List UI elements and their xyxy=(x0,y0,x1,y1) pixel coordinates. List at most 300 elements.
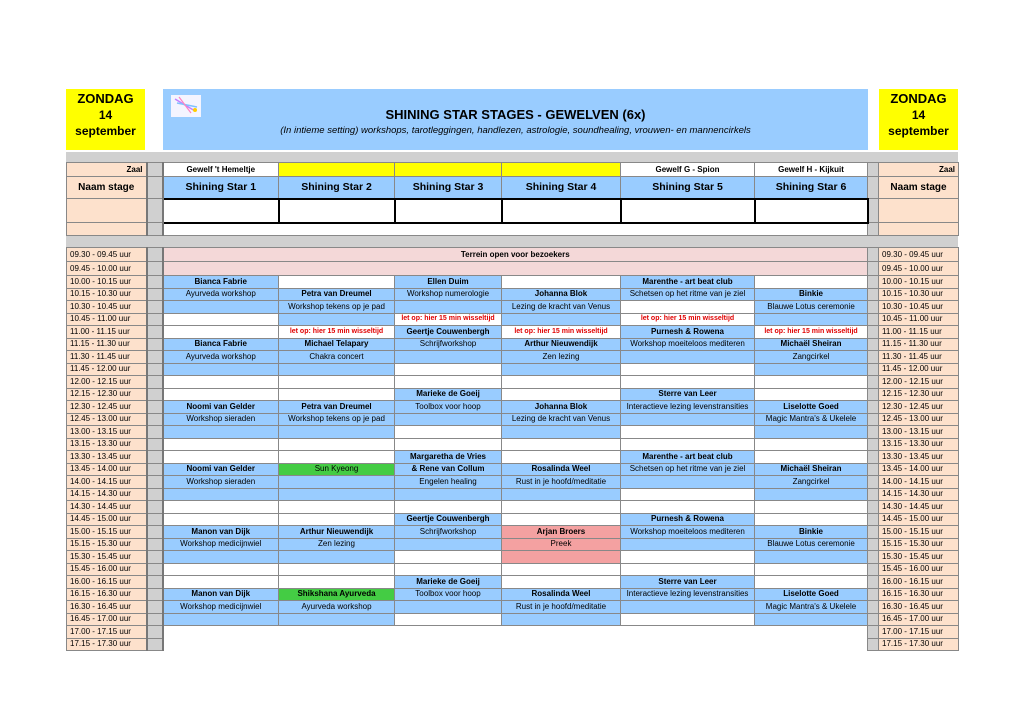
session-cell: Sterre van Leer xyxy=(621,576,755,589)
empty-slot xyxy=(502,513,621,526)
time-slot-right: 17.15 - 17.30 uur xyxy=(879,638,959,651)
empty-slot xyxy=(621,488,755,501)
time-slot-right: 11.30 - 11.45 uur xyxy=(879,351,959,364)
time-slot-right: 15.00 - 15.15 uur xyxy=(879,526,959,539)
time-slot-right: 16.30 - 16.45 uur xyxy=(879,601,959,614)
session-cell: Chakra concert xyxy=(279,351,395,364)
empty-slot xyxy=(395,551,502,564)
blank-cell xyxy=(621,199,755,223)
month-label: september xyxy=(75,124,136,138)
zaal-5: Gewelf G - Spion xyxy=(621,163,755,177)
separator xyxy=(868,223,879,236)
time-slot: 13.15 - 13.30 uur xyxy=(67,438,147,451)
session-cell: Ellen Duim xyxy=(395,276,502,289)
session-cell: Sterre van Leer xyxy=(621,388,755,401)
empty-slot xyxy=(163,501,279,514)
session-cell: Johanna Blok xyxy=(502,288,621,301)
schedule-row xyxy=(67,526,959,539)
separator xyxy=(147,626,163,639)
time-slot-right: 12.15 - 12.30 uur xyxy=(879,388,959,401)
stage-5: Shining Star 5 xyxy=(621,177,755,199)
empty-slot xyxy=(163,438,279,451)
time-slot-right: 15.30 - 15.45 uur xyxy=(879,551,959,564)
empty-slot xyxy=(279,426,395,439)
separator xyxy=(868,638,879,651)
session-cell: Geertje Couwenbergh xyxy=(395,513,502,526)
time-slot-right: 10.45 - 11.00 uur xyxy=(879,313,959,326)
session-cell: Binkie xyxy=(755,526,868,539)
empty-slot xyxy=(279,276,395,289)
schedule-row xyxy=(67,576,959,589)
time-slot-right: 12.30 - 12.45 uur xyxy=(879,401,959,414)
empty-slot xyxy=(502,451,621,464)
empty-slot xyxy=(395,376,502,389)
separator xyxy=(868,401,879,414)
empty-slot xyxy=(163,262,868,276)
empty-slot xyxy=(621,413,755,426)
empty-slot xyxy=(621,363,755,376)
session-cell: Workshop moeiteloos mediteren xyxy=(621,338,755,351)
session-cell: Purnesh & Rowena xyxy=(621,326,755,339)
session-cell: Binkie xyxy=(755,288,868,301)
separator xyxy=(868,588,879,601)
date-number: 14 xyxy=(98,108,113,122)
time-slot: 16.00 - 16.15 uur xyxy=(67,576,147,589)
session-cell: Schrijfworkshop xyxy=(395,338,502,351)
separator xyxy=(147,438,163,451)
time-slot-right: 13.45 - 14.00 uur xyxy=(879,463,959,476)
session-cell: Workshop tekens op je pad xyxy=(279,413,395,426)
schedule-row xyxy=(67,262,959,276)
schedule-divider xyxy=(66,236,958,247)
separator xyxy=(868,601,879,614)
month-label-right: september xyxy=(888,124,949,138)
separator xyxy=(868,363,879,376)
separator xyxy=(147,576,163,589)
empty-slot xyxy=(163,426,279,439)
session-cell: let op: hier 15 min wisseltijd xyxy=(395,313,502,326)
time-slot-right: 13.15 - 13.30 uur xyxy=(879,438,959,451)
session-cell: Liselotte Goed xyxy=(755,588,868,601)
empty-slot xyxy=(621,426,755,439)
schedule-row xyxy=(67,388,959,401)
separator xyxy=(147,426,163,439)
session-cell: Workshop tekens op je pad xyxy=(279,301,395,314)
empty-slot xyxy=(755,426,868,439)
empty-slot xyxy=(621,551,755,564)
session-cell: Noomi van Gelder xyxy=(163,401,279,414)
blank-cell xyxy=(879,223,959,236)
session-cell: & Rene van Collum xyxy=(395,463,502,476)
schedule-row xyxy=(67,351,959,364)
time-slot: 10.15 - 10.30 uur xyxy=(67,288,147,301)
time-slot-right: 17.00 - 17.15 uur xyxy=(879,626,959,639)
empty-slot xyxy=(502,563,621,576)
schedule-row xyxy=(67,376,959,389)
time-slot-right: 10.00 - 10.15 uur xyxy=(879,276,959,289)
stage-header-table xyxy=(66,162,959,236)
schedule-row xyxy=(67,613,959,626)
empty-slot xyxy=(621,601,755,614)
empty-slot xyxy=(621,301,755,314)
empty-slot xyxy=(163,326,279,339)
empty-slot xyxy=(755,451,868,464)
zaal-3 xyxy=(395,163,502,177)
session-cell: Ayurveda workshop xyxy=(163,288,279,301)
session-cell: Lezing de kracht van Venus xyxy=(502,301,621,314)
title-box xyxy=(163,89,868,150)
time-slot-right: 10.15 - 10.30 uur xyxy=(879,288,959,301)
time-slot: 15.45 - 16.00 uur xyxy=(67,563,147,576)
empty-slot xyxy=(395,301,502,314)
empty-slot xyxy=(621,563,755,576)
schedule-row xyxy=(67,451,959,464)
session-cell: Schrijfworkshop xyxy=(395,526,502,539)
schedule-row xyxy=(67,488,959,501)
session-cell: Rosalinda Weel xyxy=(502,588,621,601)
time-slot: 15.15 - 15.30 uur xyxy=(67,538,147,551)
date-number-right: 14 xyxy=(911,108,926,122)
empty-slot xyxy=(502,438,621,451)
empty-slot xyxy=(395,613,502,626)
time-slot: 10.30 - 10.45 uur xyxy=(67,301,147,314)
empty-slot xyxy=(163,576,279,589)
schedule-row xyxy=(67,301,959,314)
separator xyxy=(147,223,163,236)
time-slot: 14.30 - 14.45 uur xyxy=(67,501,147,514)
separator xyxy=(147,526,163,539)
separator xyxy=(868,248,879,262)
time-slot: 15.00 - 15.15 uur xyxy=(67,526,147,539)
separator xyxy=(868,313,879,326)
separator xyxy=(868,476,879,489)
empty-slot xyxy=(279,376,395,389)
time-slot-right: 14.15 - 14.30 uur xyxy=(879,488,959,501)
separator xyxy=(147,248,163,262)
separator xyxy=(147,163,163,177)
time-slot: 11.30 - 11.45 uur xyxy=(67,351,147,364)
blank-cell xyxy=(755,199,868,223)
time-slot: 12.30 - 12.45 uur xyxy=(67,401,147,414)
naam-stage-label: Naam stage xyxy=(67,177,147,199)
terrein-banner: Terrein open voor bezoekers xyxy=(163,248,868,262)
session-cell: Manon van Dijk xyxy=(163,588,279,601)
empty-slot xyxy=(279,576,395,589)
schedule-table xyxy=(66,247,959,651)
blank-cell xyxy=(67,223,147,236)
separator xyxy=(147,501,163,514)
time-slot-right: 16.00 - 16.15 uur xyxy=(879,576,959,589)
schedule-row xyxy=(67,513,959,526)
empty-slot xyxy=(163,513,279,526)
date-box-left xyxy=(66,89,145,150)
schedule-row xyxy=(67,463,959,476)
empty-slot xyxy=(755,513,868,526)
separator xyxy=(147,551,163,564)
separator xyxy=(868,451,879,464)
time-slot-right: 11.45 - 12.00 uur xyxy=(879,363,959,376)
session-cell: Bianca Fabrie xyxy=(163,276,279,289)
session-cell: Zen lezing xyxy=(502,351,621,364)
time-slot: 10.45 - 11.00 uur xyxy=(67,313,147,326)
separator xyxy=(147,638,163,651)
empty-slot xyxy=(502,576,621,589)
blank-cell xyxy=(163,223,868,236)
blank-cell xyxy=(67,199,147,223)
time-slot-right: 11.00 - 11.15 uur xyxy=(879,326,959,339)
empty-slot xyxy=(395,501,502,514)
time-slot: 11.45 - 12.00 uur xyxy=(67,363,147,376)
session-cell: Petra van Dreumel xyxy=(279,401,395,414)
separator xyxy=(147,538,163,551)
session-cell: Michaël Sheiran xyxy=(755,463,868,476)
session-cell: Zangcirkel xyxy=(755,476,868,489)
session-cell: Magic Mantra's & Ukelele xyxy=(755,601,868,614)
separator xyxy=(868,426,879,439)
empty-slot xyxy=(163,376,279,389)
time-slot: 16.15 - 16.30 uur xyxy=(67,588,147,601)
separator xyxy=(868,338,879,351)
session-cell: Interactieve lezing levenstransities xyxy=(621,401,755,414)
session-cell: Marenthe - art beat club xyxy=(621,276,755,289)
separator xyxy=(868,326,879,339)
separator xyxy=(868,262,879,276)
session-cell: Michaël Sheiran xyxy=(755,338,868,351)
session-cell: Preek xyxy=(502,538,621,551)
empty-slot xyxy=(502,388,621,401)
session-cell: Arthur Nieuwendijk xyxy=(502,338,621,351)
separator xyxy=(868,438,879,451)
empty-slot xyxy=(279,501,395,514)
empty-slot xyxy=(621,538,755,551)
separator xyxy=(147,488,163,501)
separator xyxy=(147,351,163,364)
empty-slot xyxy=(163,451,279,464)
schedule-row xyxy=(67,438,959,451)
session-cell: let op: hier 15 min wisseltijd xyxy=(621,313,755,326)
empty-slot xyxy=(163,301,279,314)
time-slot: 17.00 - 17.15 uur xyxy=(67,626,147,639)
session-cell: Manon van Dijk xyxy=(163,526,279,539)
separator xyxy=(147,301,163,314)
zaal-1: Gewelf 't Hemeltje xyxy=(163,163,279,177)
zaal-label: Zaal xyxy=(67,163,147,177)
time-slot: 13.00 - 13.15 uur xyxy=(67,426,147,439)
session-cell: Workshop moeiteloos mediteren xyxy=(621,526,755,539)
separator xyxy=(147,177,163,199)
session-cell: Blauwe Lotus ceremonie xyxy=(755,538,868,551)
empty-slot xyxy=(279,513,395,526)
session-cell: Rust in je hoofd/meditatie xyxy=(502,601,621,614)
empty-slot xyxy=(755,551,868,564)
session-cell: Shikshana Ayurveda xyxy=(279,588,395,601)
separator xyxy=(868,513,879,526)
session-cell: Magic Mantra's & Ukelele xyxy=(755,413,868,426)
empty-slot xyxy=(279,438,395,451)
session-cell: Toolbox voor hoop xyxy=(395,588,502,601)
time-slot-right: 10.30 - 10.45 uur xyxy=(879,301,959,314)
time-slot: 14.00 - 14.15 uur xyxy=(67,476,147,489)
page-subtitle: (In intieme setting) workshops, tarotleggingen, handlezen, astrologie, soundhealing, vrouwen- en mannencirkels xyxy=(280,125,751,136)
separator xyxy=(868,301,879,314)
time-slot-right: 12.45 - 13.00 uur xyxy=(879,413,959,426)
stage-1: Shining Star 1 xyxy=(163,177,279,199)
blank-cell xyxy=(502,199,621,223)
session-cell: Purnesh & Rowena xyxy=(621,513,755,526)
time-slot-right: 11.15 - 11.30 uur xyxy=(879,338,959,351)
session-cell: Zen lezing xyxy=(279,538,395,551)
stars-logo-icon xyxy=(171,95,201,117)
empty-slot xyxy=(502,313,621,326)
empty-slot xyxy=(621,438,755,451)
session-cell: Rust in je hoofd/meditatie xyxy=(502,476,621,489)
empty-slot xyxy=(395,351,502,364)
empty-slot xyxy=(395,488,502,501)
schedule-row xyxy=(67,326,959,339)
separator xyxy=(147,326,163,339)
time-slot-right: 14.45 - 15.00 uur xyxy=(879,513,959,526)
empty-slot xyxy=(279,313,395,326)
schedule-row xyxy=(67,313,959,326)
empty-slot xyxy=(395,601,502,614)
time-slot-right: 15.45 - 16.00 uur xyxy=(879,563,959,576)
session-cell: let op: hier 15 min wisseltijd xyxy=(502,326,621,339)
session-cell: Blauwe Lotus ceremonie xyxy=(755,301,868,314)
session-cell: Sun Kyeong xyxy=(279,463,395,476)
blank-cell xyxy=(279,199,395,223)
separator xyxy=(868,351,879,364)
empty-slot xyxy=(621,351,755,364)
schedule-row xyxy=(67,276,959,289)
stage-3: Shining Star 3 xyxy=(395,177,502,199)
empty-slot xyxy=(621,501,755,514)
stage-4: Shining Star 4 xyxy=(502,177,621,199)
schedule-row xyxy=(67,476,959,489)
session-cell: Schetsen op het ritme van je ziel xyxy=(621,463,755,476)
separator xyxy=(147,563,163,576)
session-cell: Engelen healing xyxy=(395,476,502,489)
stage-2: Shining Star 2 xyxy=(279,177,395,199)
empty-slot xyxy=(279,613,395,626)
session-cell: Workshop sieraden xyxy=(163,476,279,489)
session-cell: Zangcirkel xyxy=(755,351,868,364)
session-cell: Workshop numerologie xyxy=(395,288,502,301)
separator xyxy=(868,526,879,539)
stage-6: Shining Star 6 xyxy=(755,177,868,199)
empty-slot xyxy=(502,501,621,514)
empty-slot xyxy=(279,388,395,401)
session-cell: Johanna Blok xyxy=(502,401,621,414)
empty-slot xyxy=(395,563,502,576)
session-cell: Liselotte Goed xyxy=(755,401,868,414)
separator xyxy=(868,488,879,501)
schedule-row xyxy=(67,563,959,576)
time-slot-right: 14.00 - 14.15 uur xyxy=(879,476,959,489)
day-label: ZONDAG xyxy=(77,91,134,106)
empty-slot xyxy=(502,426,621,439)
empty-slot xyxy=(279,451,395,464)
empty-slot xyxy=(755,388,868,401)
session-cell: Interactieve lezing levenstransities xyxy=(621,588,755,601)
time-slot: 11.15 - 11.30 uur xyxy=(67,338,147,351)
time-slot: 13.45 - 14.00 uur xyxy=(67,463,147,476)
separator xyxy=(868,538,879,551)
separator xyxy=(868,501,879,514)
time-slot: 16.45 - 17.00 uur xyxy=(67,613,147,626)
session-cell: Ayurveda workshop xyxy=(279,601,395,614)
empty-slot xyxy=(755,376,868,389)
session-cell: let op: hier 15 min wisseltijd xyxy=(755,326,868,339)
naam-stage-label-right: Naam stage xyxy=(879,177,959,199)
separator xyxy=(147,262,163,276)
time-slot-right: 09.45 - 10.00 uur xyxy=(879,262,959,276)
zaal-6: Gewelf H - Kijkuit xyxy=(755,163,868,177)
schedule-row xyxy=(67,501,959,514)
session-cell: Workshop medicijnwiel xyxy=(163,601,279,614)
empty-slot xyxy=(755,501,868,514)
time-slot-right: 15.15 - 15.30 uur xyxy=(879,538,959,551)
separator xyxy=(868,177,879,199)
session-cell: Schetsen op het ritme van je ziel xyxy=(621,288,755,301)
empty-slot xyxy=(621,613,755,626)
schedule-row xyxy=(67,288,959,301)
page-title: SHINING STAR STAGES - GEWELVEN (6x) xyxy=(385,107,646,122)
empty-slot xyxy=(279,563,395,576)
empty-slot xyxy=(502,363,621,376)
empty-slot xyxy=(502,376,621,389)
empty-slot xyxy=(502,488,621,501)
empty-slot xyxy=(395,438,502,451)
separator xyxy=(147,513,163,526)
empty-slot xyxy=(163,551,279,564)
separator xyxy=(868,551,879,564)
empty-slot xyxy=(755,563,868,576)
schedule-row xyxy=(67,363,959,376)
session-cell: Michael Telapary xyxy=(279,338,395,351)
separator xyxy=(868,626,879,639)
time-slot: 15.30 - 15.45 uur xyxy=(67,551,147,564)
session-cell: Geertje Couwenbergh xyxy=(395,326,502,339)
time-slot: 12.15 - 12.30 uur xyxy=(67,388,147,401)
separator xyxy=(147,313,163,326)
schedule-row xyxy=(67,626,959,639)
separator xyxy=(147,388,163,401)
session-cell: Bianca Fabrie xyxy=(163,338,279,351)
empty-slot xyxy=(395,538,502,551)
session-cell: Toolbox voor hoop xyxy=(395,401,502,414)
empty-slot xyxy=(621,376,755,389)
empty-slot xyxy=(395,363,502,376)
separator xyxy=(147,413,163,426)
session-cell: Noomi van Gelder xyxy=(163,463,279,476)
schedule-row xyxy=(67,248,959,262)
time-slot-right: 14.30 - 14.45 uur xyxy=(879,501,959,514)
schedule-row xyxy=(67,601,959,614)
blank-cell xyxy=(879,199,959,223)
session-cell: Lezing de kracht van Venus xyxy=(502,413,621,426)
session-cell: Marenthe - art beat club xyxy=(621,451,755,464)
time-slot-right: 13.00 - 13.15 uur xyxy=(879,426,959,439)
time-slot: 10.00 - 10.15 uur xyxy=(67,276,147,289)
zaal-2 xyxy=(279,163,395,177)
separator xyxy=(868,199,879,223)
schedule-row xyxy=(67,638,959,651)
session-cell: Margaretha de Vries xyxy=(395,451,502,464)
empty-slot xyxy=(502,613,621,626)
empty-slot xyxy=(755,276,868,289)
time-slot: 16.30 - 16.45 uur xyxy=(67,601,147,614)
time-slot: 09.45 - 10.00 uur xyxy=(67,262,147,276)
